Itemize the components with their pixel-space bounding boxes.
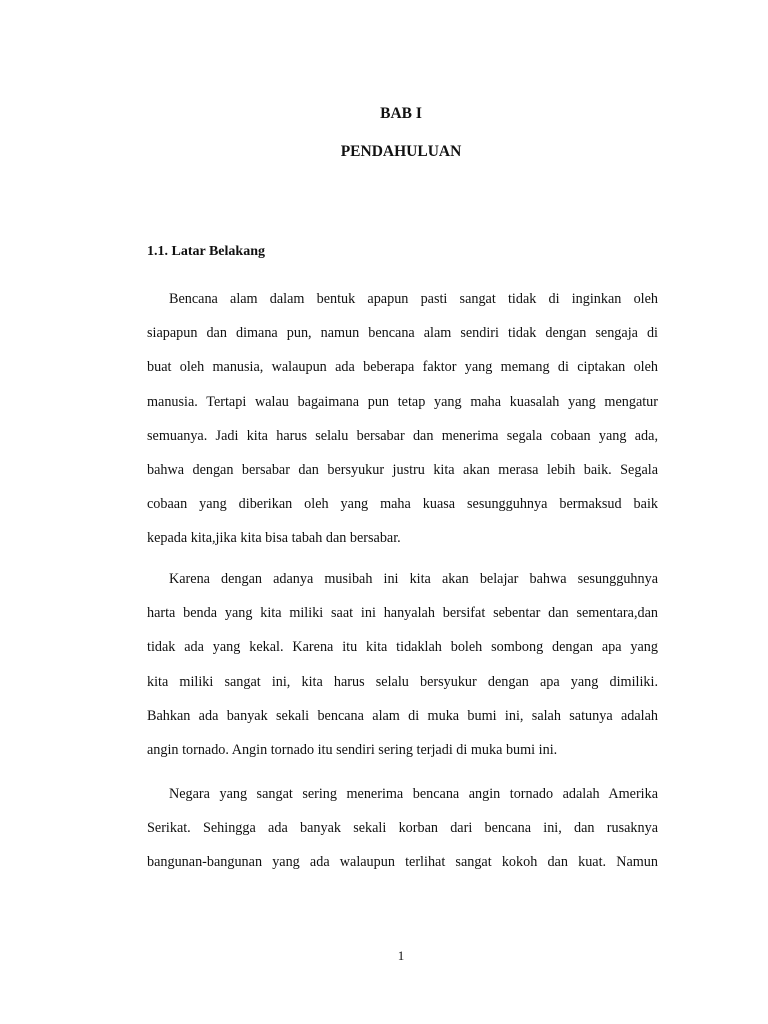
paragraph-1 bbox=[147, 282, 658, 556]
chapter-number: BAB I bbox=[380, 105, 422, 122]
paragraph-3 bbox=[147, 777, 658, 880]
paragraph-line: cobaan yang diberikan oleh yang maha kuasa sesungguhnya bermaksud baik bbox=[147, 496, 658, 513]
paragraph-line: siapapun dan dimana pun, namun bencana alam sendiri tidak dengan sengaja di bbox=[147, 325, 658, 342]
paragraph-line: Bahkan ada banyak sekali bencana alam di muka bumi ini, salah satunya adalah bbox=[147, 707, 658, 724]
paragraph-line: Bencana alam dalam bentuk apapun pasti sangat tidak di inginkan oleh bbox=[169, 291, 658, 307]
paragraph-line: Serikat. Sehingga ada banyak sekali korban dari bencana ini, dan rusaknya bbox=[147, 820, 658, 837]
paragraph-line: Karena dengan adanya musibah ini kita akan belajar bahwa sesungguhnya bbox=[169, 571, 658, 587]
paragraph-line: bangunan-bangunan yang ada walaupun terlihat sangat kokoh dan kuat. Namun bbox=[147, 854, 658, 871]
paragraph-line: angin tornado. Angin tornado itu sendiri sering terjadi di muka bumi ini. bbox=[147, 741, 558, 758]
paragraph-line: harta benda yang kita miliki saat ini hanyalah bersifat sebentar dan sementara,dan bbox=[147, 605, 658, 622]
chapter-title: PENDAHULUAN bbox=[340, 143, 462, 160]
paragraph-line: semuanya. Jadi kita harus selalu bersabar dan menerima segala cobaan yang ada, bbox=[147, 427, 658, 444]
paragraph-line: tidak ada yang kekal. Karena itu kita tidaklah boleh sombong dengan apa yang bbox=[147, 639, 658, 656]
paragraph-line: kepada kita,jika kita bisa tabah dan bersabar. bbox=[147, 530, 401, 547]
paragraph-2 bbox=[147, 562, 658, 767]
paragraph-line: buat oleh manusia, walaupun ada beberapa faktor yang memang di ciptakan oleh bbox=[147, 359, 658, 376]
page-number: 1 bbox=[397, 948, 405, 963]
paragraph-line: manusia. Tertapi walau bagaimana pun tetap yang maha kuasalah yang mengatur bbox=[147, 393, 658, 410]
paragraph-line: bahwa dengan bersabar dan bersyukur justru kita akan merasa lebih baik. Segala bbox=[147, 461, 658, 478]
paragraph-line: Negara yang sangat sering menerima bencana angin tornado adalah Amerika bbox=[169, 786, 658, 802]
paragraph-line: kita miliki sangat ini, kita harus selalu bersyukur dengan apa yang dimiliki. bbox=[147, 673, 658, 690]
section-heading: 1.1. Latar Belakang bbox=[147, 244, 265, 259]
